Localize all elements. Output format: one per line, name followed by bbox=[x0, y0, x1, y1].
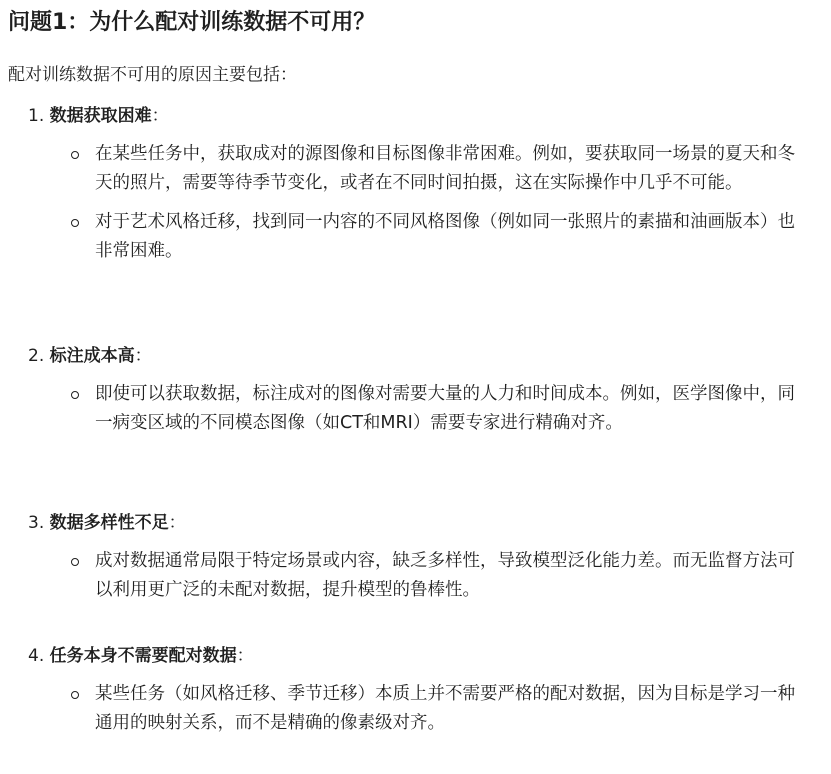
intro-paragraph: 配对训练数据不可用的原因主要包括： bbox=[8, 65, 297, 85]
colon: ： bbox=[151, 106, 169, 126]
reason-item-2 bbox=[8, 343, 808, 438]
reason-item-3 bbox=[8, 510, 808, 605]
list-item bbox=[8, 140, 795, 198]
reason-title bbox=[8, 343, 808, 369]
reason-item-4 bbox=[8, 643, 808, 738]
circle-bullet-icon bbox=[71, 151, 79, 159]
colon: ： bbox=[236, 646, 254, 666]
reason-label: 标注成本高 bbox=[49, 346, 135, 366]
circle-bullet-icon bbox=[71, 391, 79, 399]
bullet-text: 某些任务（如风格迁移、季节迁移）本质上并不需要严格的配对数据，因为目标是学习一种通用的映射关系，而不是精确的像素级对齐。 bbox=[95, 684, 795, 733]
bullet-text: 即使可以获取数据，标注成对的图像对需要大量的人力和时间成本。例如，医学图像中，同一病变区域的不同模态图像（如CT和MRI）需要专家进行精确对齐。 bbox=[95, 384, 795, 433]
colon: ： bbox=[134, 346, 152, 366]
bullet-text: 在某些任务中，获取成对的源图像和目标图像非常困难。例如，要获取同一场景的夏天和冬天的照片，需要等待季节变化，或者在不同时间拍摄，这在实际操作中几乎不可能。 bbox=[95, 144, 795, 193]
list-item bbox=[8, 380, 795, 438]
reason-label: 数据多样性不足 bbox=[49, 513, 169, 533]
list-item bbox=[8, 547, 795, 605]
reason-item-1 bbox=[8, 103, 808, 266]
reason-title bbox=[8, 103, 808, 129]
circle-bullet-icon bbox=[71, 558, 79, 566]
reason-label: 任务本身不需要配对数据 bbox=[49, 646, 237, 666]
bullet-text: 成对数据通常局限于特定场景或内容，缺乏多样性，导致模型泛化能力差。而无监督方法可以利用更广泛的未配对数据，提升模型的鲁棒性。 bbox=[95, 551, 795, 600]
circle-bullet-icon bbox=[71, 691, 79, 699]
list-item bbox=[8, 680, 795, 738]
list-number: 1. bbox=[28, 106, 45, 126]
page-title: 问题1：为什么配对训练数据不可用？ bbox=[8, 10, 376, 35]
list-number: 3. bbox=[28, 513, 45, 533]
bullet-text: 对于艺术风格迁移，找到同一内容的不同风格图像（例如同一张照片的素描和油画版本）也非常困难。 bbox=[95, 212, 795, 261]
reason-title bbox=[8, 510, 808, 536]
list-item bbox=[8, 208, 795, 266]
reason-title bbox=[8, 643, 808, 669]
list-number: 4. bbox=[28, 646, 45, 666]
reason-label: 数据获取困难 bbox=[49, 106, 152, 126]
colon: ： bbox=[168, 513, 186, 533]
circle-bullet-icon bbox=[71, 219, 79, 227]
list-number: 2. bbox=[28, 346, 45, 366]
